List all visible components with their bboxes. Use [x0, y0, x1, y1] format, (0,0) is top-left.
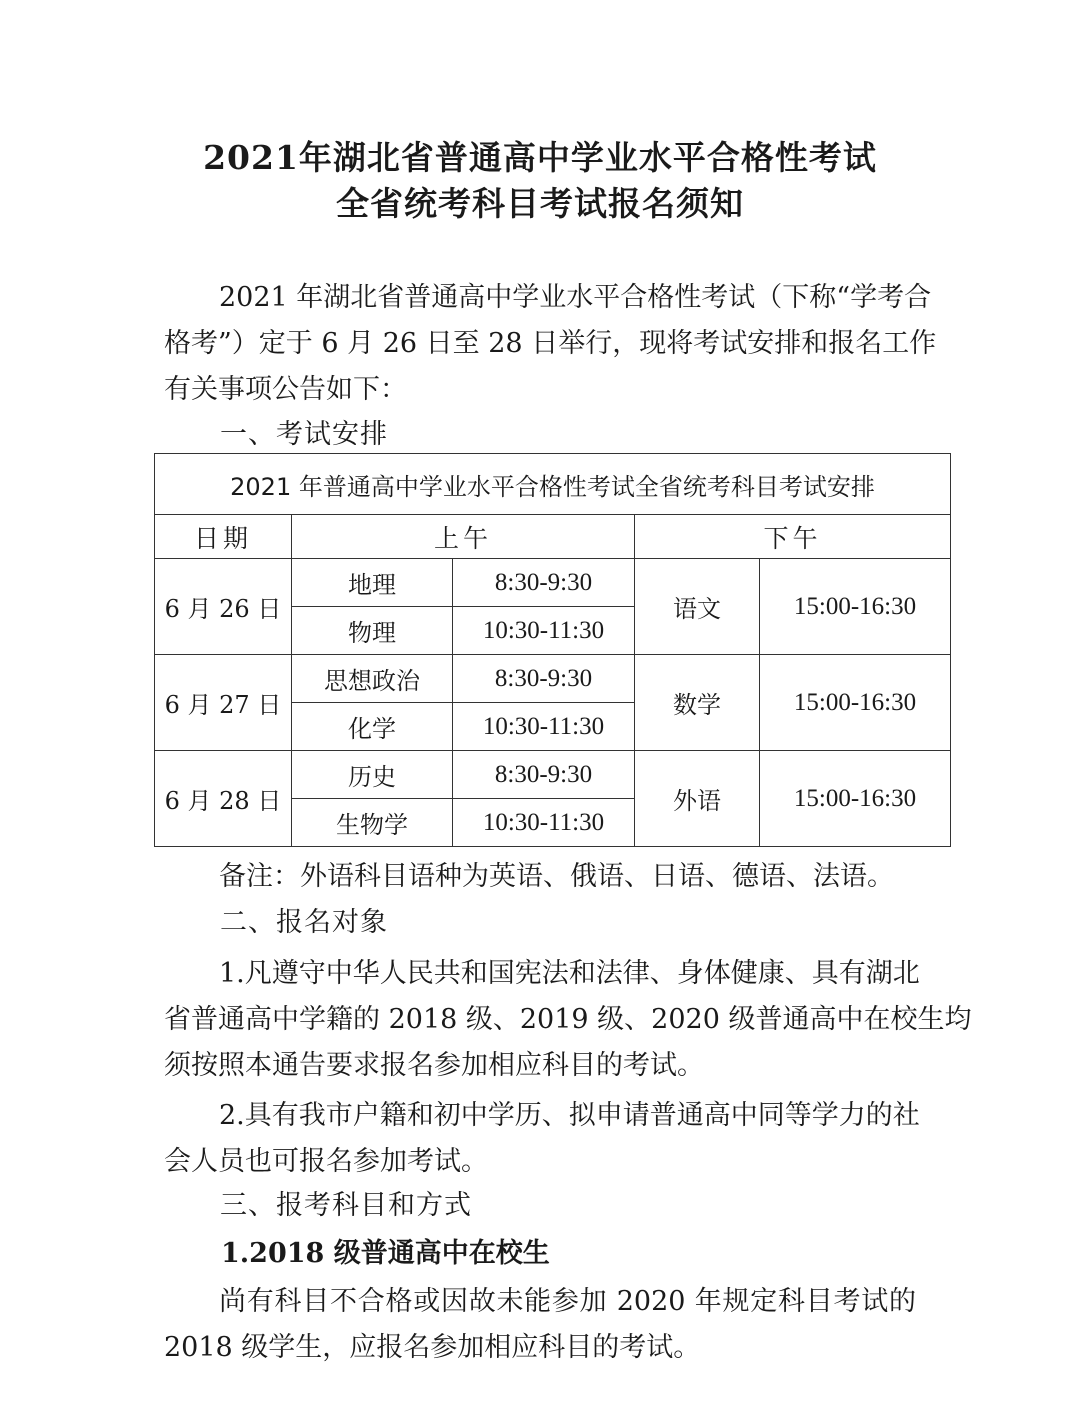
section-3-heading: 三、报考科目和方式: [220, 1190, 472, 1221]
morning-time: 8:30-9:30: [453, 559, 635, 607]
intro-line: 有关事项公告如下：: [164, 374, 407, 405]
morning-time: 8:30-9:30: [453, 655, 635, 703]
document-title-line-2: 全省统考科目考试报名须知: [336, 184, 744, 223]
table-row: [155, 751, 951, 799]
date-cell: 6 月 27 日: [155, 655, 292, 751]
paragraph-line: 2018 级学生，应报名参加相应科目的考试。: [164, 1332, 701, 1363]
table-row: [155, 559, 951, 607]
paragraph-line: 会人员也可报名参加考试。: [164, 1146, 488, 1177]
afternoon-time: 15:00-16:30: [760, 655, 951, 751]
intro-line: 格考”）定于 6 月 26 日至 28 日举行，现将考试安排和报名工作: [164, 328, 937, 359]
paragraph-line: 须按照本通告要求报名参加相应科目的考试。: [164, 1050, 704, 1081]
section-1-heading: 一、考试安排: [220, 419, 388, 450]
header-afternoon: 下午: [635, 515, 951, 559]
morning-subject: 化学: [292, 703, 453, 751]
header-date: 日期: [155, 515, 292, 559]
afternoon-time: 15:00-16:30: [760, 751, 951, 847]
paragraph-line: 1.凡遵守中华人民共和国宪法和法律、身体健康、具有湖北: [219, 958, 920, 989]
morning-time: 8:30-9:30: [453, 751, 635, 799]
table-caption: 2021 年普通高中学业水平合格性考试全省统考科目考试安排: [155, 454, 951, 515]
morning-time: 10:30-11:30: [453, 607, 635, 655]
morning-time: 10:30-11:30: [453, 703, 635, 751]
section-2-heading: 二、报名对象: [220, 907, 388, 938]
date-cell: 6 月 26 日: [155, 559, 292, 655]
morning-time: 10:30-11:30: [453, 799, 635, 847]
paragraph-line: 尚有科目不合格或因故未能参加 2020 年规定科目考试的: [219, 1286, 916, 1317]
morning-subject: 物理: [292, 607, 453, 655]
date-cell: 6 月 28 日: [155, 751, 292, 847]
afternoon-subject: 数学: [635, 655, 760, 751]
document-title-line-1: 2021年湖北省普通高中学业水平合格性考试: [203, 138, 877, 177]
table-row: [155, 655, 951, 703]
morning-subject: 地理: [292, 559, 453, 607]
afternoon-subject: 外语: [635, 751, 760, 847]
intro-line: 2021 年湖北省普通高中学业水平合格性考试（下称“学考合: [219, 282, 932, 313]
morning-subject: 思想政治: [292, 655, 453, 703]
table-note: 备注：外语科目语种为英语、俄语、日语、德语、法语。: [219, 861, 894, 892]
exam-schedule-table: [154, 453, 951, 847]
header-morning: 上午: [292, 515, 635, 559]
afternoon-time: 15:00-16:30: [760, 559, 951, 655]
paragraph-line: 省普通高中学籍的 2018 级、2019 级、2020 级普通高中在校生均: [164, 1004, 972, 1035]
subsection-1-heading: 1.2018 级普通高中在校生: [221, 1238, 550, 1269]
morning-subject: 生物学: [292, 799, 453, 847]
morning-subject: 历史: [292, 751, 453, 799]
afternoon-subject: 语文: [635, 559, 760, 655]
paragraph-line: 2.具有我市户籍和初中学历、拟申请普通高中同等学力的社: [219, 1100, 920, 1131]
